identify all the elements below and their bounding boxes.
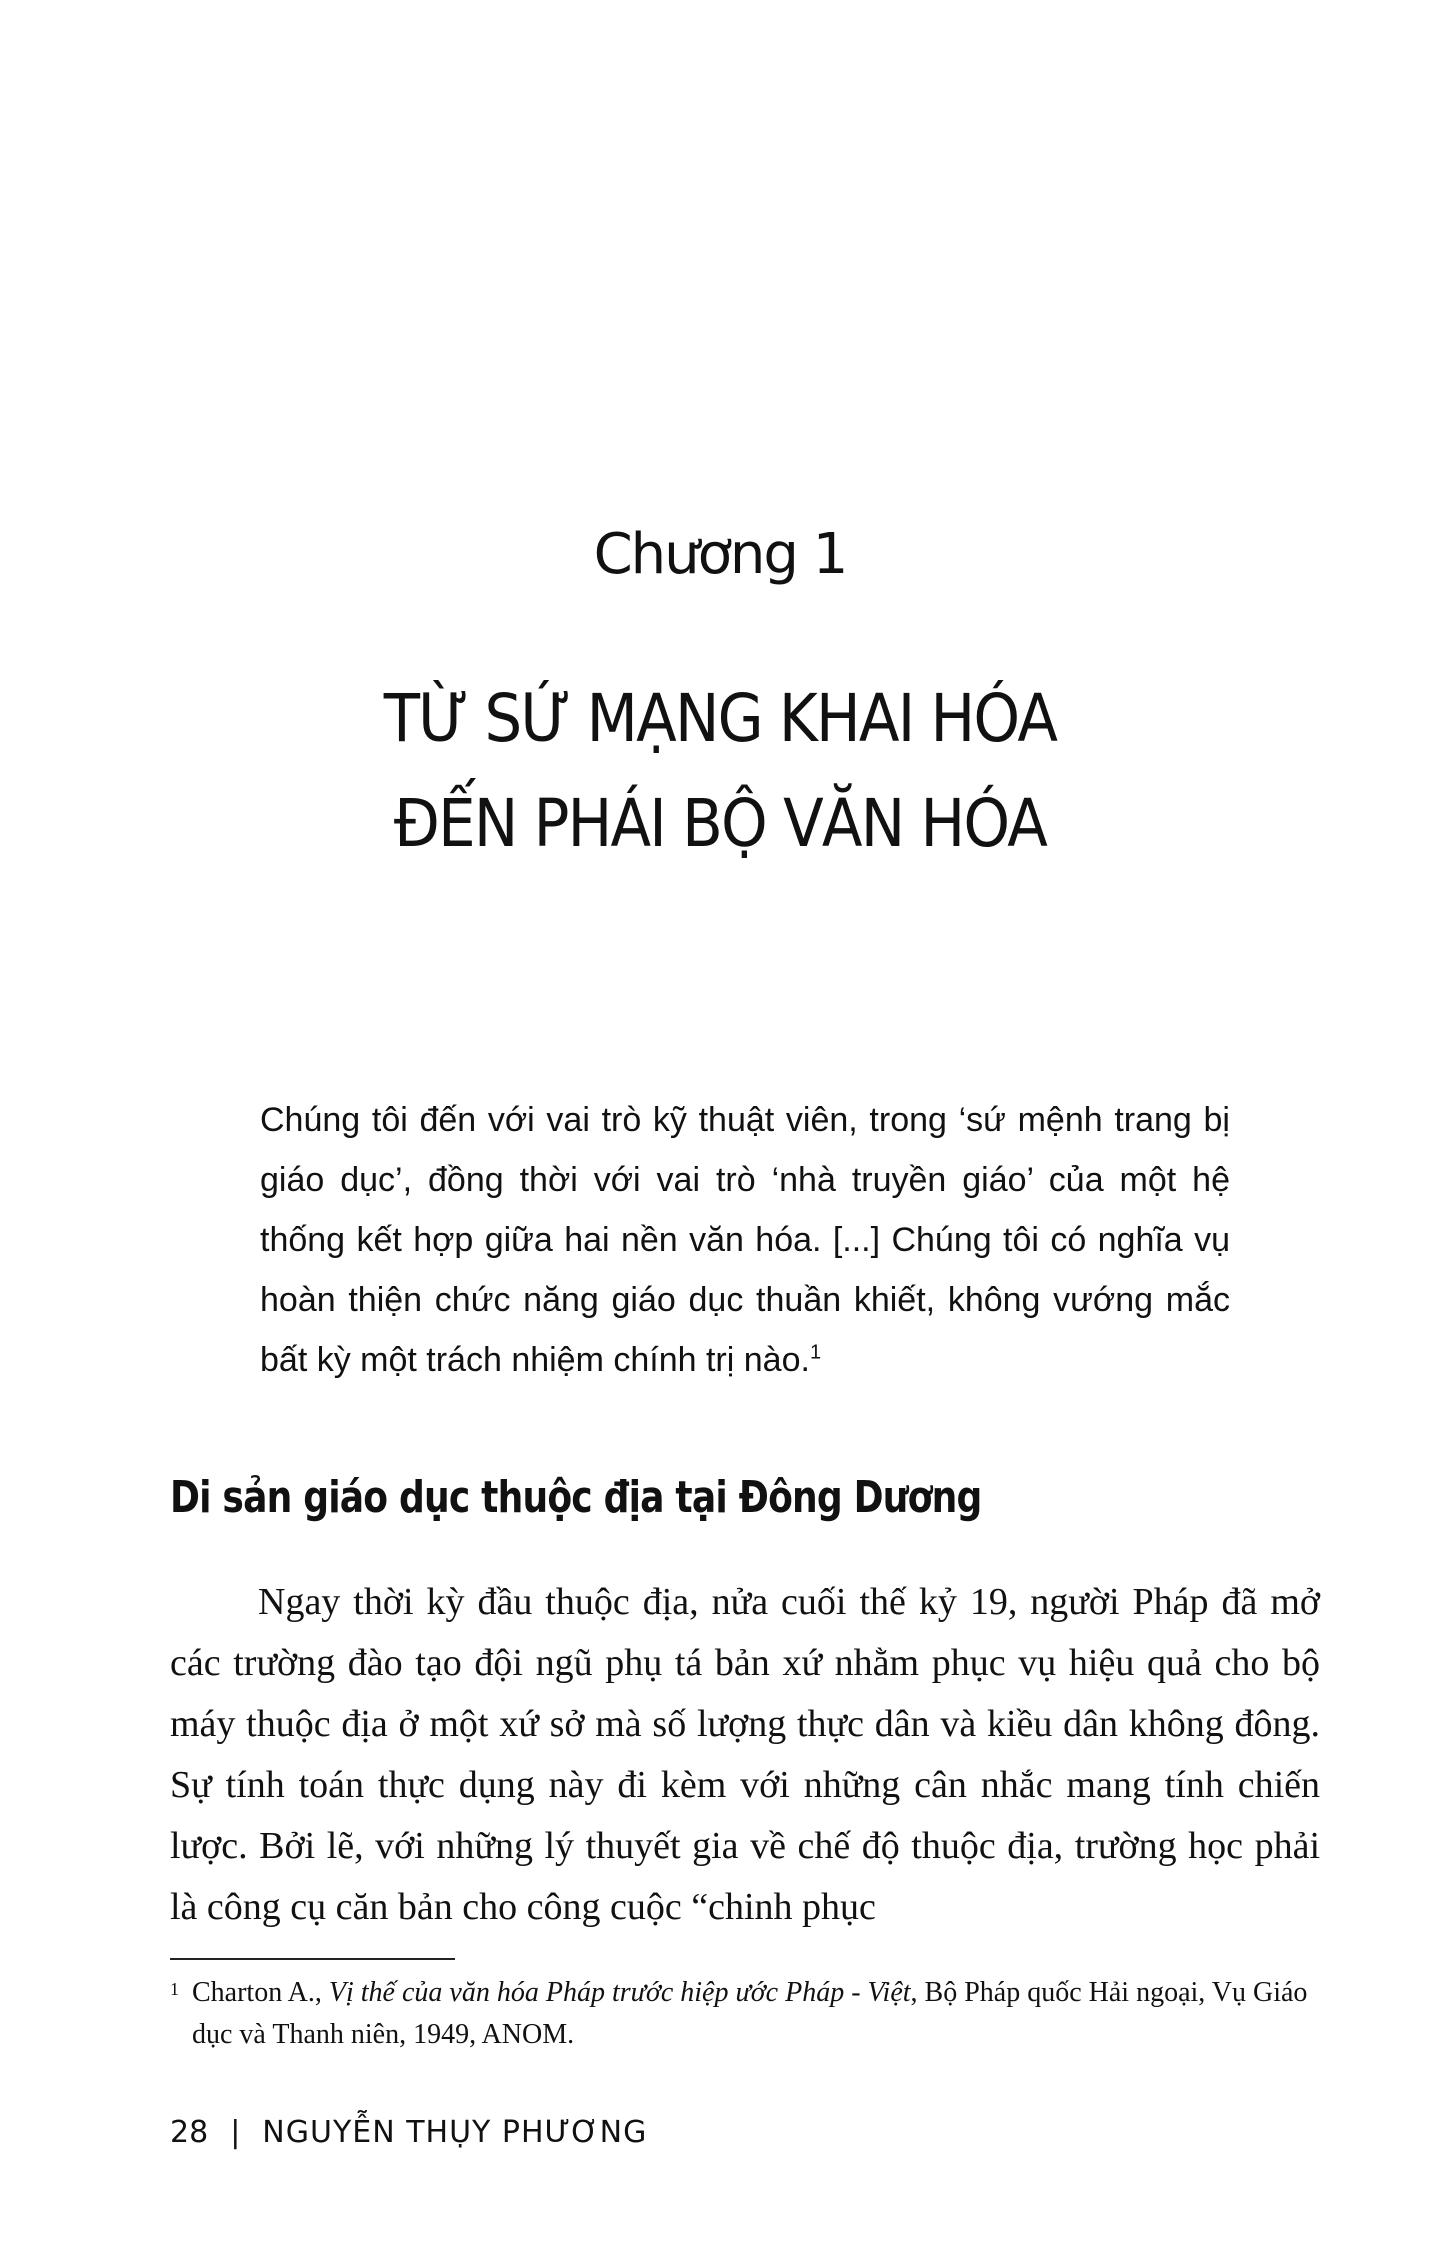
footer-separator: | <box>230 2115 241 2150</box>
chapter-label: Chương 1 <box>593 522 847 587</box>
body-paragraph: Ngay thời kỳ đầu thuộc địa, nửa cuối thế kỷ 19, người Pháp đã mở các trường đào tạo đội ngũ phụ tá bản xứ nhằm phục vụ hiệu quả cho bộ máy thuộc địa ở một xứ sở mà số lượng thực dân và kiều dân không đông. Sự tính toán thực dụng này đi kèm với những cân nhắc mang tính chiến lược. Bởi lẽ, với những lý thuyết gia về chế độ thuộc địa, trường học phải là công cụ căn bản cho công cuộc “chinh phục <box>170 1581 1320 1928</box>
footnote-title: Vị thế của văn hóa Pháp trước hiệp ước Pháp - Việt <box>328 1977 911 2008</box>
chapter-title-line-2: ĐẾN PHÁI BỘ VĂN HÓA <box>393 785 1047 862</box>
footnote-marker: 1 <box>170 1979 179 1999</box>
footnote-author: Charton A., <box>192 1977 329 2008</box>
epigraph-quote <box>260 1090 1230 1390</box>
footnote-divider <box>170 1958 455 1960</box>
footer-author: NGUYỄN THỤY PHƯƠNG <box>262 2115 648 2150</box>
epigraph-footnote-ref: 1 <box>809 1341 822 1364</box>
page-number: 28 <box>170 2115 209 2150</box>
page-footer <box>170 2115 647 2150</box>
footnote-body <box>170 1972 1320 2056</box>
chapter-title-line-1: TỪ SỨ MẠNG KHAI HÓA <box>383 680 1057 757</box>
footnote-rest: , Bộ Pháp quốc Hải ngoại, Vụ Giáo dục và Thanh niên, 1949, ANOM. <box>192 1977 1308 2050</box>
section-heading: Di sản giáo dục thuộc địa tại Đông Dương <box>170 1472 982 1523</box>
footnote <box>170 1972 1320 2056</box>
epigraph-text: Chúng tôi đến với vai trò kỹ thuật viên, trong ‘sứ mệnh trang bị giáo dục’, đồng thời với vai trò ‘nhà truyền giáo’ của một hệ thống kết hợp giữa hai nền văn hóa. [...] Chúng tôi có nghĩa vụ hoàn thiện chức năng giáo dục thuần khiết, không vướng mắc bất kỳ một trách nhiệm chính trị nào. <box>260 1101 1230 1379</box>
